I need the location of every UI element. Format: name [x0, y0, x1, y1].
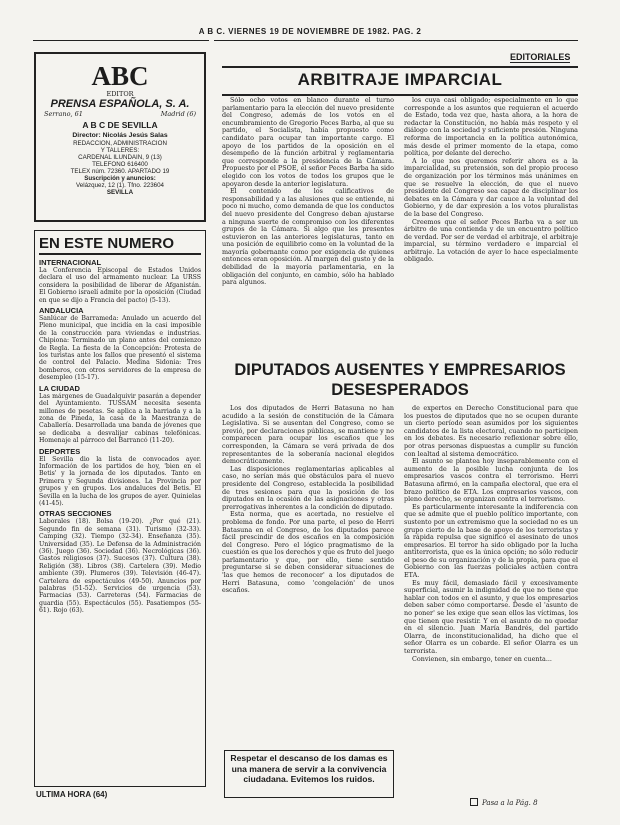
masthead-line-0: REDACCION, ADMINISTRACION	[73, 140, 167, 147]
masthead-line-1: Y TALLERES:	[100, 147, 140, 154]
top-margin	[0, 0, 620, 14]
article-paragraph: El asunto se plantea hoy inseparablemente con el aumento de la posible lucha conjunta de los empresarios vascos contra el terrorismo. Herri Batasuna afirmó, en la campaña electoral, que era el brazo político de ETA. Los empresarios vascos, con pleno derecho, se organizan contra el terrorismo.	[404, 457, 578, 504]
masthead-line-7: SEVILLA	[106, 189, 134, 196]
article-paragraph: Los dos diputados de Herri Batasuna no han acudido a la sesión de constitución de la Cámara Legislativa. Si se ausentan del Congreso, como se previó, por declaraciones públicas, se mantiene y no comparecen para ocupar los escaños que les corresponden, la Cámara se verá privada de dos representantes de la soberanía nacional elegidos democráticamente.	[222, 405, 394, 466]
article2-column-2	[404, 405, 578, 780]
index-section-text: Las márgenes de Guadalquivir pasarán a depender del Ayuntamiento. TUSSAM necesita sesenta millones de pesetas. Se aplica a la barriada y a la zona de Pineda, la casa de la Maestranza de Caballería. Desarrollada una banda de jóvenes que se dedicaba a desvalijar cabinas telefónicas. Homenaje al párroco del Barrancó (11-20).	[39, 392, 201, 445]
article-paragraph: de expertos en Derecho Constitucional para que los puestos de diputados que no se ocupen durante un cierto período sean asumidos por los siguientes candidatos de la lista electoral, cuando no participen en los debates. Es necesario reflexionar sobre ello, por otras personas dispuestas a cumplir su función con lealtad al sistema democrático.	[404, 405, 578, 458]
square-bullet-icon	[470, 798, 478, 806]
address-left: Serrano, 61	[44, 110, 83, 118]
public-notice-box: Respetar el descanso de los damas es una manera de servir a la convivencia ciudadana. Evitemos los ruidos.	[224, 750, 394, 798]
masthead-line-3: TELEFONO 616400	[92, 161, 148, 168]
editoriales-label: EDITORIALES	[510, 52, 571, 62]
article-paragraph: Es muy fácil, demasiado fácil y excesivamente superficial, asumir la indignidad de que no tiene que hablar con todos en el asunto, y que los empresarios deben saber cómo comportarse. Desde el 'asunto de no poner' se les exige que sean ellos las víctimas, los que tienen que resistir. Y en el asunto de no quedar en el silencio. Juan María Bandrés, del partido Olarra, de inconstitucionalidad, ha dicho que el señor Olarra es un cobarde. El señor Olarra es un terrorista.	[404, 578, 578, 655]
article-paragraph: Esta norma, que es acertada, no resuelve el problema de fondo. Por una parte, el peso de Herri Batasuna en el Congreso, de los diputados parece fácil prescindir de dos escaños en la composición del Congreso. Pero el lógico pragmatismo de la cuestión es que los derechos y que es fruto del juego parlamentario y que, por ello, tiene sentido preguntarse si se deben considerar situaciones de 'las que hemos de reconocer' a los diputados de Herri Batasuna, como 'congelación' de unos escaños.	[222, 510, 394, 595]
masthead-line-5: Suscripción y anuncios:	[84, 175, 156, 182]
publisher-name: PRENSA ESPAÑOLA, S. A.	[50, 98, 190, 110]
header-rule-left	[33, 40, 209, 41]
ultima-hora: ULTIMA HORA (64)	[36, 790, 108, 799]
abc-masthead	[34, 52, 206, 222]
page-header: A B C. VIERNES 19 DE NOVIEMBRE DE 1982. PAG. 2	[198, 27, 422, 36]
article-paragraph: A lo que nos queremos referir ahora es a la imparcialidad, su pretensión, son del propio proceso de organización por los términos más unánimes en que se resuelve la elección, de que el nuevo presidente del Congreso sea capaz de disciplinar los debates en la Cámara y dar cauce a la voluntad del Gobierno, y de dar expresión a los votos pluralistas de la base del Congreso.	[404, 156, 578, 218]
article2-column-1	[222, 405, 394, 745]
address-right: Madrid (6)	[160, 110, 196, 118]
article-paragraph: El contenido de los calificativos de responsabilidad y a las alusiones que se entiende, ni poco ni mucho, como demanda de que los conductos del nuevo presidente del Congreso deban ajustarse a ninguna suerte de compromiso con los diferentes grupos de la Cámara. Si algo que les presentes estuvieron en las anteriores legislaturas, tanto en una posición de equilibrio como en la voluntad de la mayoría gobernante como por exigencia de quienes entonces eran oposición. Al margen del gusto y de la debilidad de la mayoría parlamentaria, en la obligación del conjunto, en cambio, sólo ha hablado para algunos.	[222, 187, 394, 287]
continues-text: Pasa a la Pág. 8	[482, 799, 538, 807]
article1-title: ARBITRAJE IMPARCIAL	[297, 70, 503, 89]
article-paragraph: Es particularmente interesante la indiferencia con que se admite que el pueblo político importante, con sustento por un extremismo que la sociedad no es un grupo cierto de la base de apoyo de los terroristas y la rápida repulsa que significó el asesinato de unos empresarios. El terror ha sido obligado por la lucha antiterrorista, que es la única opción; no sólo reducir el peso de su organización y de la propia, para que el Gobierno con las fuerzas policiales actúen contra ETA.	[404, 502, 578, 580]
article-paragraph: Sólo ocho votos en blanco durante el turno parlamentario para la elección del nuevo presidente del Congreso, además de los votos en el encumbramiento de Gregorio Peces Barba, al que su partido, el Socialista, había propuesto como candidato para ocupar tan importante cargo. El apoyo de los partidos de la oposición en el desempeño de la función arbitral y reglamentaria que corresponde a la presidencia de la Cámara. Propuesto por el PSOE, el señor Peces Barba ha sido elegido con los votos de todos los grupos que le apoyaron desde la anterior legislatura.	[222, 97, 394, 188]
index-section-heading: DEPORTES	[39, 446, 81, 456]
publisher-address	[36, 110, 204, 118]
director-line: Director: Nicolás Jesús Salas	[72, 132, 168, 139]
abc-logo: ABC	[91, 61, 149, 91]
article-paragraph: Creemos que el señor Peces Barba va a ser un árbitro de una contienda y de un encuentro político de verdad. Por ser de verdad el arbitraje, el arbitraje imparcial, su término verdadero e imparcial el arbitraje. La votación de ayer lo hace especialmente obligado.	[404, 217, 578, 264]
index-section-heading: INTERNACIONAL	[39, 258, 102, 267]
article-paragraph: los cuya casi obligado; especialmente en lo que corresponde a los asuntos que requieran el acuerdo de Estado, toda vez que, hasta ahora, a la hora de redactar la Constitución, no había más respeto y el diálogo con la sociedad y suficiente presión. Ninguna reforma de importancia en la política autonómica, más desde el primer momento de la etapa, como política, por delante del derecho.	[404, 97, 578, 158]
masthead-line-2: CARDENAL ILUNDAIN, 9 (13)	[78, 154, 162, 161]
continues-note	[470, 798, 538, 807]
article-paragraph: Las disposiciones reglamentarias aplicables al caso, no serían más que obstáculos para el nuevo presidente del Congreso, establecida la posibilidad de tres sesiones para que la posición de los diputados en la ocasión de las asignaciones y otras prerrogativas inherentes a la condición de diputado.	[222, 464, 394, 511]
editor-label: EDITOR	[106, 90, 134, 98]
article2-title: DIPUTADOS AUSENTES Y EMPRESARIOS DESESPERADOS	[234, 361, 566, 399]
index-section-heading: OTRAS SECCIONES	[39, 509, 112, 519]
article1-column-2	[404, 97, 578, 357]
index-box	[34, 230, 206, 787]
masthead-line-4: TELEX núm. 72360. APARTADO 19	[70, 168, 170, 175]
index-section-text: Sanlúcar de Barrameda: Anulado un acuerdo del Pleno municipal, que incidía en la casi imposible de la construcción para viviendas e industrias. Chipiona: Terminado un plano antes del comienzo de Regla. La fiesta de la Concepción: Protesta de los turistas ante los fallos que presentó el sistema de control del Palacio. Medina Sidonia: Tres bomberos, con otros servidores de la empresa de desempleo (15-17).	[39, 315, 201, 382]
article1-column-1	[222, 97, 394, 357]
masthead-line-6: Velázquez, 12 (1). Tfno. 223604	[76, 182, 164, 189]
edition-name: A B C DE SEVILLA	[82, 120, 158, 130]
article-paragraph: Convienen, sin embargo, tener en cuenta...	[412, 654, 552, 663]
index-section-heading: LA CIUDAD	[39, 383, 80, 393]
index-section-text: La Conferencia Episcopal de Estados Unidos declara el uso del armamento nuclear. La URSS considera la posibilidad de liberar de Afganistán. El Gobierno israelí admite por la oposición (Ciudad en que se dijo a Francia del pacto) (5-13).	[39, 267, 201, 304]
index-section-text: El Sevilla dio la lista de convocados ayer. Información de los partidos de hoy, 'bien en el Betis' y la jornada de los diputados. Tanto en Primera y Segunda divisiones. La Provincia por grupos y en grupos. Los andaluces del Betis. El Sevilla en la lucha de los grupos de ayer. Quinielas (41-45).	[39, 455, 201, 507]
header-rule-right	[214, 40, 578, 41]
index-title: EN ESTE NUMERO	[39, 235, 201, 255]
index-section-heading: ANDALUCIA	[39, 306, 84, 316]
index-section-text: Laborales (18). Bolsa (19-20). ¿Por qué (21). Segundo fin de semana (31). Turismo (32-33). Camping (32). Tiempo (32-34). Enseñanza (35). Universidad (35). Le Defensa de la Administración (36). Juego (36). Sociedad (36). Necrológicas (36). Gastos religiosos (37). Sucesos (37). Cultura (38). Religión (38). Libros (38). Cartelera (39). Medio ambiente (39). Plumeros (39). Televisión (46-47). Cartelera de espectáculos (49-50). Anuncios por palabras (51-52). Servicios de urgencia (53). Farmacias (53). Carreteras (54). Farmacias de guardia (55). Espectáculos (55). Pasatiempos (55-61). Rojo (63).	[39, 518, 201, 615]
